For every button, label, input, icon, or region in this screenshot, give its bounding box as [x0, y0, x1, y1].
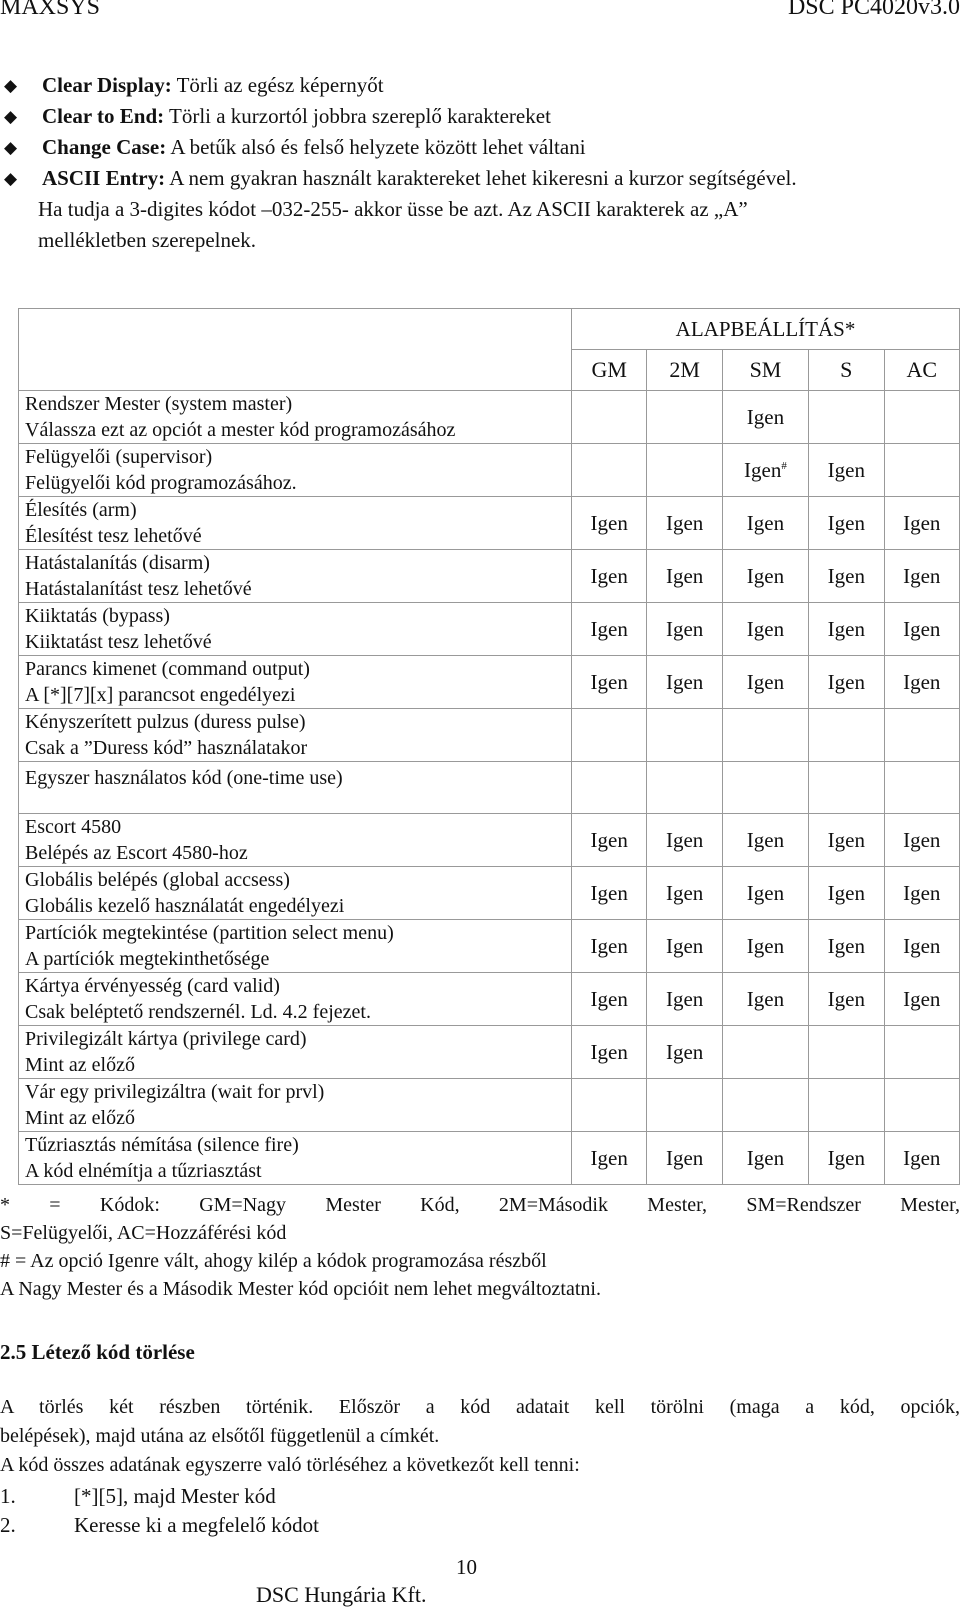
row-title: Hatástalanítás (disarm) — [25, 552, 210, 574]
option-cell — [647, 709, 722, 762]
option-cell — [647, 550, 722, 603]
option-cell — [572, 603, 647, 656]
column-header: 2M — [647, 350, 722, 391]
option-cell — [884, 762, 959, 814]
option-value: Igen — [746, 616, 785, 641]
option-cell — [809, 1026, 884, 1079]
column-header: SM — [722, 350, 808, 391]
option-value: Igen — [590, 563, 628, 588]
row-title: Kiiktatás (bypass) — [25, 605, 170, 627]
row-subtitle: Válassza ezt az opciót a mester kód programozásához — [25, 419, 456, 441]
option-cell — [722, 973, 808, 1026]
note-line: * = Kódok: GM=Nagy Mester Kód, 2M=Második Mester, SM=Rendszer Mester, — [0, 1194, 960, 1216]
option-cell — [884, 1079, 959, 1132]
option-cell — [884, 709, 959, 762]
row-title: Vár egy privilegizáltra (wait for prvl) — [25, 1081, 325, 1103]
row-title: Escort 4580 — [25, 816, 122, 838]
option-value: Igen — [827, 1145, 865, 1170]
step-number: 1. — [0, 1484, 16, 1508]
row-subtitle: Csak a ”Duress kód” használatakor — [25, 737, 308, 759]
option-cell — [809, 603, 884, 656]
option-cell — [572, 1026, 647, 1079]
option-cell — [722, 1026, 808, 1079]
row-title: Egyszer használatos kód (one-time use) — [25, 766, 343, 789]
option-value: Igen — [903, 880, 941, 905]
step-text: [*][5], majd Mester kód — [74, 1484, 276, 1508]
row-description — [19, 603, 572, 656]
row-description — [19, 550, 572, 603]
option-cell — [884, 1026, 959, 1079]
table-row — [19, 497, 960, 550]
row-subtitle: Csak beléptető rendszernél. Ld. 4.2 fejezet. — [25, 1001, 371, 1023]
option-cell — [722, 391, 808, 444]
bullet-continuation: mellékletben szerepelnek. — [38, 228, 257, 252]
option-cell — [647, 497, 722, 550]
diamond-bullet-icon: ◆ — [4, 138, 18, 157]
option-cell — [647, 391, 722, 444]
option-cell — [809, 973, 884, 1026]
option-cell — [722, 814, 808, 867]
option-cell — [572, 973, 647, 1026]
row-title: Felügyelői (supervisor) — [25, 446, 213, 468]
option-cell — [647, 1079, 722, 1132]
steps-list — [0, 1482, 319, 1540]
option-value: Igen — [746, 827, 785, 852]
bullet-continuation: Ha tudja a 3-digites kódot –032-255- akkor üsse be azt. Az ASCII karakterek az „A” — [38, 197, 748, 221]
option-value: Igen — [665, 1039, 704, 1064]
column-header: AC — [884, 350, 959, 391]
option-value: Igen — [590, 669, 628, 694]
column-header: GM — [572, 350, 647, 391]
option-value: Igen — [746, 510, 785, 535]
option-value: Igen — [903, 669, 941, 694]
option-cell — [722, 920, 808, 973]
row-description — [19, 867, 572, 920]
option-cell — [884, 391, 959, 444]
bullet-text: Törli az egész képernyőt — [171, 73, 384, 97]
option-value: Igen — [746, 1145, 785, 1170]
row-description — [19, 656, 572, 709]
option-cell — [572, 497, 647, 550]
option-value: Igen — [746, 563, 785, 588]
option-cell — [722, 656, 808, 709]
table-row — [19, 814, 960, 867]
option-cell — [572, 814, 647, 867]
row-subtitle — [25, 791, 571, 811]
row-description — [19, 814, 572, 867]
row-title: Rendszer Mester (system master) — [25, 393, 293, 415]
diamond-bullet-icon: ◆ — [4, 169, 18, 188]
option-value: Igen — [827, 616, 865, 641]
diamond-bullet-icon: ◆ — [4, 107, 18, 126]
option-cell — [572, 1132, 647, 1185]
option-cell — [647, 656, 722, 709]
table-row — [19, 973, 960, 1026]
paragraph-line: belépések), majd utána az elsőtől függetlenül a címkét. — [0, 1425, 440, 1447]
option-cell — [884, 814, 959, 867]
option-value: Igen — [665, 616, 704, 641]
option-value: Igen — [903, 827, 941, 852]
header-right: DSC PC4020v3.0 — [787, 0, 960, 20]
option-value: Igen — [590, 880, 628, 905]
table-row — [19, 920, 960, 973]
option-value: Igen — [590, 986, 628, 1011]
option-cell — [884, 973, 959, 1026]
table-row — [19, 656, 960, 709]
note-line: # = Az opció Igenre vált, ahogy kilép a kódok programozása részből — [0, 1250, 547, 1272]
option-value: Igen — [903, 1145, 941, 1170]
option-cell — [572, 656, 647, 709]
option-cell — [722, 1079, 808, 1132]
option-cell — [722, 709, 808, 762]
option-cell — [809, 656, 884, 709]
option-cell — [647, 1132, 722, 1185]
option-cell — [647, 444, 722, 497]
row-subtitle: A kód elnémítja a tűzriasztást — [25, 1160, 262, 1182]
table-row — [19, 1079, 960, 1132]
option-cell — [572, 391, 647, 444]
row-description — [19, 1079, 572, 1132]
row-subtitle: Belépés az Escort 4580-hoz — [25, 842, 248, 864]
option-cell — [647, 762, 722, 814]
bullet-text: A nem gyakran használt karaktereket lehet kikeresni a kurzor segítségével. — [165, 166, 797, 190]
option-cell — [884, 1132, 959, 1185]
step-number: 2. — [0, 1513, 16, 1537]
option-value: Igen — [665, 827, 704, 852]
paragraph-line: A törlés két részben történik. Először a kód adatait kell törölni (maga a kód, opciók, — [0, 1396, 960, 1418]
row-description — [19, 709, 572, 762]
option-cell — [572, 867, 647, 920]
option-cell — [809, 762, 884, 814]
bullet-list — [0, 70, 960, 256]
table-row — [19, 603, 960, 656]
option-value: Igen — [903, 510, 941, 535]
row-subtitle: Mint az előző — [25, 1054, 135, 1076]
option-value: Igen — [744, 457, 782, 482]
list-item — [0, 132, 960, 163]
option-cell — [572, 709, 647, 762]
row-title: Parancs kimenet (command output) — [25, 658, 310, 680]
option-cell — [647, 814, 722, 867]
option-value: Igen — [665, 669, 704, 694]
option-cell — [722, 1132, 808, 1185]
option-value: Igen — [827, 457, 865, 482]
row-description — [19, 762, 572, 814]
option-cell — [722, 550, 808, 603]
bullet-text: A betűk alsó és felső helyzete között lehet váltani — [166, 135, 586, 159]
option-value: Igen — [665, 1145, 704, 1170]
row-description — [19, 391, 572, 444]
option-cell — [647, 1026, 722, 1079]
notes — [0, 1191, 960, 1303]
option-cell — [809, 814, 884, 867]
option-value: Igen — [827, 563, 865, 588]
option-value: Igen — [665, 563, 704, 588]
option-value: Igen — [903, 616, 941, 641]
option-cell — [884, 497, 959, 550]
list-item — [0, 163, 960, 194]
option-value: Igen — [827, 986, 865, 1011]
option-value: Igen — [590, 1145, 628, 1170]
bullet-term: Change Case: — [42, 135, 167, 159]
option-value: Igen — [590, 933, 628, 958]
option-value: Igen — [590, 616, 628, 641]
bullet-term: Clear to End: — [42, 104, 165, 128]
row-description — [19, 920, 572, 973]
row-subtitle: Globális kezelő használatát engedélyezi — [25, 895, 345, 917]
option-cell — [722, 762, 808, 814]
row-description — [19, 973, 572, 1026]
bullet-text: Törli a kurzortól jobbra szereplő karaktereket — [164, 104, 551, 128]
option-value: Igen — [746, 986, 785, 1011]
row-description — [19, 1026, 572, 1079]
table-row — [19, 1132, 960, 1185]
bullet-term: ASCII Entry: — [42, 166, 166, 190]
option-cell — [809, 1079, 884, 1132]
option-cell — [884, 920, 959, 973]
option-cell — [647, 920, 722, 973]
row-title: Globális belépés (global accsess) — [25, 869, 290, 891]
default-title: ALAPBEÁLLÍTÁS* — [572, 309, 960, 350]
list-item — [0, 1482, 319, 1511]
option-value: Igen — [746, 933, 785, 958]
diamond-bullet-icon: ◆ — [4, 76, 18, 95]
table-row — [19, 391, 960, 444]
option-value: Igen — [827, 669, 865, 694]
code-options-table — [18, 308, 960, 1185]
option-value: Igen — [827, 510, 865, 535]
option-value: Igen — [665, 986, 704, 1011]
option-value: Igen — [746, 404, 785, 429]
option-cell — [809, 867, 884, 920]
option-cell — [809, 1132, 884, 1185]
option-cell — [809, 391, 884, 444]
row-description — [19, 497, 572, 550]
row-subtitle: Mint az előző — [25, 1107, 135, 1129]
option-value: Igen — [665, 510, 704, 535]
option-cell — [722, 867, 808, 920]
table-row — [19, 762, 960, 814]
table-row — [19, 709, 960, 762]
column-header: S — [809, 350, 884, 391]
option-cell — [572, 444, 647, 497]
row-title: Privilegizált kártya (privilege card) — [25, 1028, 307, 1050]
row-description — [19, 1132, 572, 1185]
option-cell — [809, 920, 884, 973]
paragraph-line: A kód összes adatának egyszerre való törléséhez a következőt kell tenni: — [0, 1454, 580, 1476]
option-cell — [884, 867, 959, 920]
option-value: Igen — [590, 827, 628, 852]
row-title: Tűzriasztás némítása (silence fire) — [25, 1134, 299, 1156]
option-cell — [647, 973, 722, 1026]
header-left: MAXSYS — [0, 0, 101, 20]
row-subtitle: Kiiktatást tesz lehetővé — [25, 631, 212, 653]
section-title: 2.5 Létező kód törlése — [0, 1340, 195, 1364]
row-subtitle: Élesítést tesz lehetővé — [25, 525, 202, 547]
option-cell — [572, 550, 647, 603]
option-value: Igen — [590, 510, 628, 535]
row-title: Partíciók megtekintése (partition select menu) — [25, 922, 394, 944]
list-item — [0, 1511, 319, 1540]
page-number: 10 — [456, 1555, 477, 1579]
option-value: Igen — [903, 563, 941, 588]
option-value: Igen — [665, 933, 704, 958]
option-cell — [647, 867, 722, 920]
option-cell — [572, 762, 647, 814]
option-cell — [809, 709, 884, 762]
option-cell — [884, 444, 959, 497]
table-corner — [19, 309, 572, 391]
option-value: Igen — [746, 669, 785, 694]
note-line: S=Felügyelői, AC=Hozzáférési kód — [0, 1222, 287, 1244]
option-cell — [884, 550, 959, 603]
row-subtitle: A partíciók megtekinthetősége — [25, 948, 270, 970]
option-cell — [572, 1079, 647, 1132]
list-item — [0, 101, 960, 132]
option-cell — [722, 444, 808, 497]
row-title: Élesítés (arm) — [25, 499, 137, 521]
option-value: Igen — [827, 827, 865, 852]
paragraph — [0, 1393, 960, 1480]
option-cell — [722, 603, 808, 656]
table-row — [19, 550, 960, 603]
footer: DSC Hungária Kft. — [256, 1582, 427, 1607]
step-text: Keresse ki a megfelelő kódot — [74, 1513, 319, 1537]
option-value: Igen — [590, 1039, 628, 1064]
option-cell — [722, 497, 808, 550]
table-row — [19, 867, 960, 920]
option-cell — [647, 603, 722, 656]
option-cell — [884, 603, 959, 656]
bullet-term: Clear Display: — [42, 73, 172, 97]
table-row — [19, 444, 960, 497]
option-value: Igen — [903, 933, 941, 958]
option-cell — [809, 444, 884, 497]
list-item — [0, 70, 960, 101]
option-value: Igen — [665, 880, 704, 905]
row-subtitle: A [*][7][x] parancsot engedélyezi — [25, 684, 296, 706]
option-cell — [809, 550, 884, 603]
table-row — [19, 1026, 960, 1079]
option-cell — [884, 656, 959, 709]
note-line: A Nagy Mester és a Második Mester kód opcióit nem lehet megváltoztatni. — [0, 1278, 601, 1300]
row-subtitle: Hatástalanítást tesz lehetővé — [25, 578, 252, 600]
option-value: Igen — [827, 933, 865, 958]
footnote-mark: # — [781, 459, 787, 472]
option-value: Igen — [827, 880, 865, 905]
row-description — [19, 444, 572, 497]
option-value: Igen — [746, 880, 785, 905]
row-subtitle: Felügyelői kód programozásához. — [25, 472, 297, 494]
row-title: Kényszerített pulzus (duress pulse) — [25, 711, 306, 733]
option-value: Igen — [903, 986, 941, 1011]
option-cell — [572, 920, 647, 973]
row-title: Kártya érvényesség (card valid) — [25, 975, 280, 997]
option-cell — [809, 497, 884, 550]
